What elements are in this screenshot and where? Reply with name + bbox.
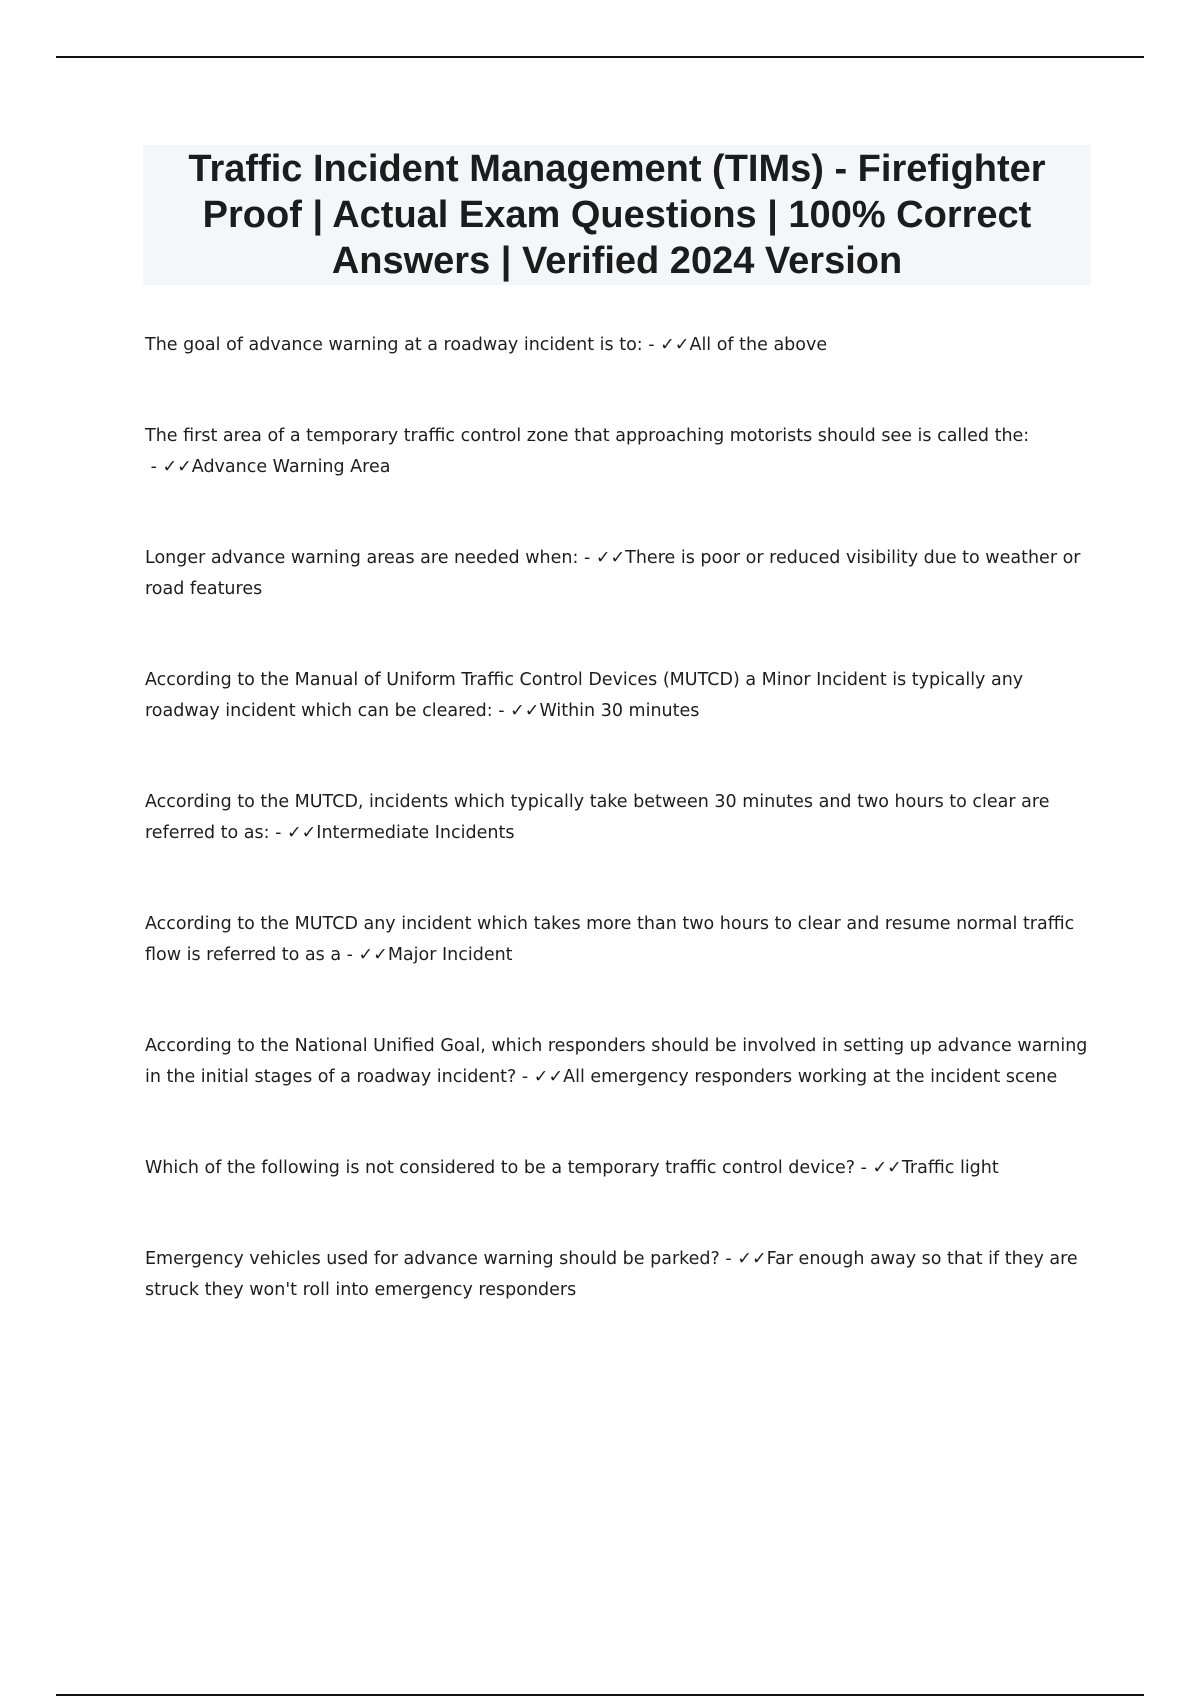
qa-item [145,1031,1090,1093]
document-title: Traffic Incident Management (TIMs) - Firefighter Proof | Actual Exam Questions | 100% Correct Answers | Verified 2024 Version [188,148,1046,282]
separator: - [855,1158,873,1178]
question-text: The goal of advance warning at a roadway incident is to: [145,335,643,355]
separator: - [145,457,163,477]
title-box [143,145,1091,285]
answer-text: All emergency responders working at the incident scene [563,1067,1058,1087]
qa-item [145,1153,1090,1184]
separator: - [719,1249,738,1269]
question-text: According to the Manual of Uniform Traffic Control Devices (MUTCD) a Minor Incident is typically any roadway incident which can be cleared: [145,670,1024,721]
qa-item [145,787,1090,849]
qa-item [145,330,1090,361]
top-rule [56,56,1144,58]
question-text: According to the MUTCD, incidents which typically take between 30 minutes and two hours to clear are referred to as: [145,792,1050,843]
check-mark-icon: ✓✓ [162,457,192,477]
check-mark-icon: ✓✓ [660,335,690,355]
answer-text: Advance Warning Area [191,457,391,477]
check-mark-icon: ✓✓ [510,701,540,721]
question-text: According to the National Unified Goal, which responders should be involved in setting up advance warning in the initial stages of a roadway incident? [145,1036,1088,1087]
answer-text: There is poor or reduced visibility due to weather or road features [145,548,1081,599]
check-mark-icon: ✓✓ [286,823,317,843]
question-text: Emergency vehicles used for advance warning should be parked? [145,1249,720,1269]
answer-text: All of the above [689,335,828,355]
qa-item [145,909,1090,971]
separator: - [492,701,511,721]
check-mark-icon: ✓✓ [737,1249,767,1269]
check-mark-icon: ✓✓ [533,1067,564,1087]
question-text: Longer advance warning areas are needed when: [145,548,579,568]
check-mark-icon: ✓✓ [595,548,626,568]
separator: - [516,1067,534,1087]
question-text: According to the MUTCD any incident which takes more than two hours to clear and resume normal traffic flow is referred to as a [145,914,1075,965]
separator: - [642,335,661,355]
qa-item [145,543,1090,605]
bottom-rule [56,1694,1144,1696]
check-mark-icon: ✓✓ [872,1158,902,1178]
answer-text: Far enough away so that if they are struck they won't roll into emergency responders [145,1249,1078,1300]
question-text: The first area of a temporary traffic control zone that approaching motorists should see is called the: [145,426,1030,446]
answer-text: Traffic light [901,1158,999,1178]
separator: - [341,945,359,965]
qa-item [145,1244,1090,1306]
qa-list [145,330,1090,1366]
qa-item [145,665,1090,727]
qa-item [145,421,1090,483]
answer-text: Within 30 minutes [539,701,700,721]
separator: - [269,823,287,843]
answer-text: Major Incident [387,945,513,965]
check-mark-icon: ✓✓ [358,945,388,965]
answer-text: Intermediate Incidents [316,823,515,843]
separator: - [578,548,596,568]
question-text: Which of the following is not considered to be a temporary traffic control device? [145,1158,856,1178]
